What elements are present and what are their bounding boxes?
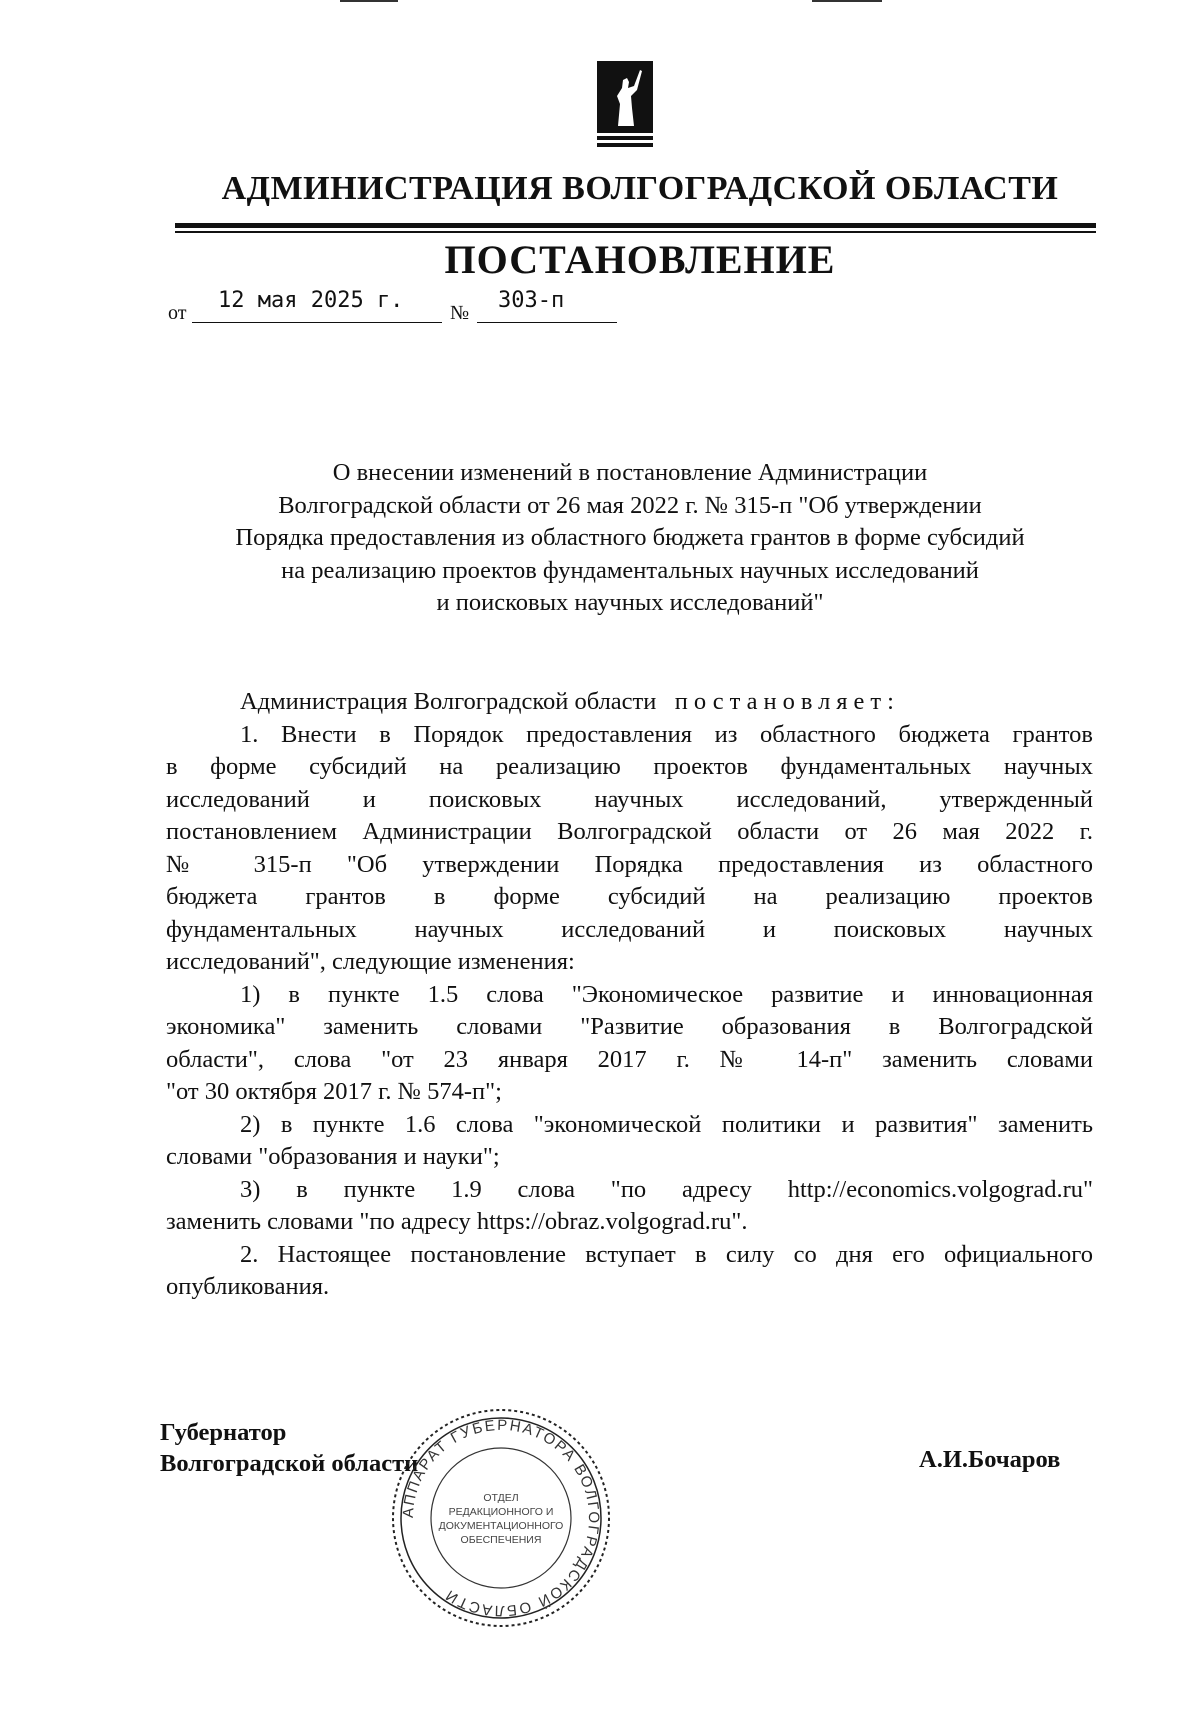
body-line: в форме субсидий на реализацию проектов фундаментальных научных — [166, 753, 1093, 780]
subject-line: и поисковых научных исследований" — [436, 589, 824, 616]
subject-line: Волгоградской области от 26 мая 2022 г. № 315-п "Об утверждении — [278, 491, 982, 519]
body-line: № 315-п "Об утверждении Порядка предоставления из областного — [166, 850, 1093, 878]
body-line: бюджета грантов в форме субсидий на реализацию проектов — [166, 883, 1093, 910]
signatory-title-line: Губернатор — [160, 1419, 287, 1446]
preamble — [166, 686, 1093, 719]
volgograd-emblem-icon — [596, 60, 654, 152]
stamp-inner-line: ОБЕСПЕЧЕНИЯ — [460, 1534, 542, 1546]
stamp-inner-line: РЕДАКЦИОННОГО И — [448, 1506, 554, 1518]
stamp-inner-line: ДОКУМЕНТАЦИОННОГО — [438, 1520, 564, 1532]
date-underline — [192, 322, 442, 323]
signatory-title-line: Волгоградской области — [160, 1450, 419, 1477]
document-body — [166, 686, 1093, 1304]
body-line: "от 30 октября 2017 г. № 574-п"; — [166, 1078, 502, 1105]
body-line: 2) в пункте 1.6 слова "экономической политики и развития" заменить — [240, 1110, 1093, 1138]
document-number: 303-п — [498, 288, 565, 313]
body-line: постановлением Администрации Волгоградской области от 26 мая 2022 г. — [166, 818, 1093, 845]
body-line: 3) в пункте 1.9 слова "по адресу http://economics.volgograd.ru" — [240, 1175, 1093, 1203]
body-line: 2. Настоящее постановление вступает в силу со дня его официального — [240, 1240, 1093, 1268]
body-line: экономика" заменить словами "Развитие образования в Волгоградской — [166, 1013, 1093, 1040]
document-type: ПОСТАНОВЛЕНИЕ — [444, 237, 836, 282]
stamp-outer-text: АППАРАТ ГУБЕРНАТОРА ВОЛГОГРАДСКОЙ ОБЛАСТИ — [399, 1416, 603, 1620]
official-stamp — [386, 1403, 616, 1633]
number-label: № — [450, 302, 470, 324]
subject-line: Порядка предоставления из областного бюджета грантов в форме субсидий — [235, 524, 1025, 551]
document-subject — [150, 457, 1110, 620]
body-line: 1. Внести в Порядок предоставления из областного бюджета грантов — [240, 720, 1093, 748]
scan-mark — [340, 0, 398, 2]
header-rule — [175, 223, 1096, 228]
scan-mark — [812, 0, 882, 2]
document-date: 12 мая 2025 г. — [218, 288, 404, 313]
body-line: словами "образования и науки"; — [166, 1143, 500, 1170]
subject-line: на реализацию проектов фундаментальных научных исследований — [281, 556, 979, 584]
signatory-title — [160, 1417, 418, 1479]
body-line: опубликования. — [166, 1273, 330, 1300]
stamp-inner-line: ОТДЕЛ — [483, 1492, 519, 1504]
subject-line: О внесении изменений в постановление Администрации — [332, 459, 928, 486]
body-line: фундаментальных научных исследований и поисковых научных — [166, 915, 1093, 943]
preamble-text: Администрация Волгоградской области — [240, 688, 657, 715]
preamble-verb: постановляет: — [674, 688, 900, 715]
body-line: области", слова "от 23 января 2017 г. № 14-п" заменить словами — [166, 1045, 1093, 1073]
body-line: исследований", следующие изменения: — [166, 948, 575, 975]
body-line: заменить словами "по адресу https://obraz.volgograd.ru". — [166, 1208, 748, 1235]
body-line: 1) в пункте 1.5 слова "Экономическое развитие и инновационная — [240, 980, 1093, 1008]
organization-title: АДМИНИСТРАЦИЯ ВОЛГОГРАДСКОЙ ОБЛАСТИ — [221, 170, 1059, 207]
header-rule-thin — [175, 231, 1096, 233]
number-underline — [477, 322, 617, 323]
date-label: от — [168, 302, 187, 324]
body-line: исследований и поисковых научных исследований, утвержденный — [166, 785, 1093, 813]
signatory-name: А.И.Бочаров — [919, 1446, 1061, 1473]
